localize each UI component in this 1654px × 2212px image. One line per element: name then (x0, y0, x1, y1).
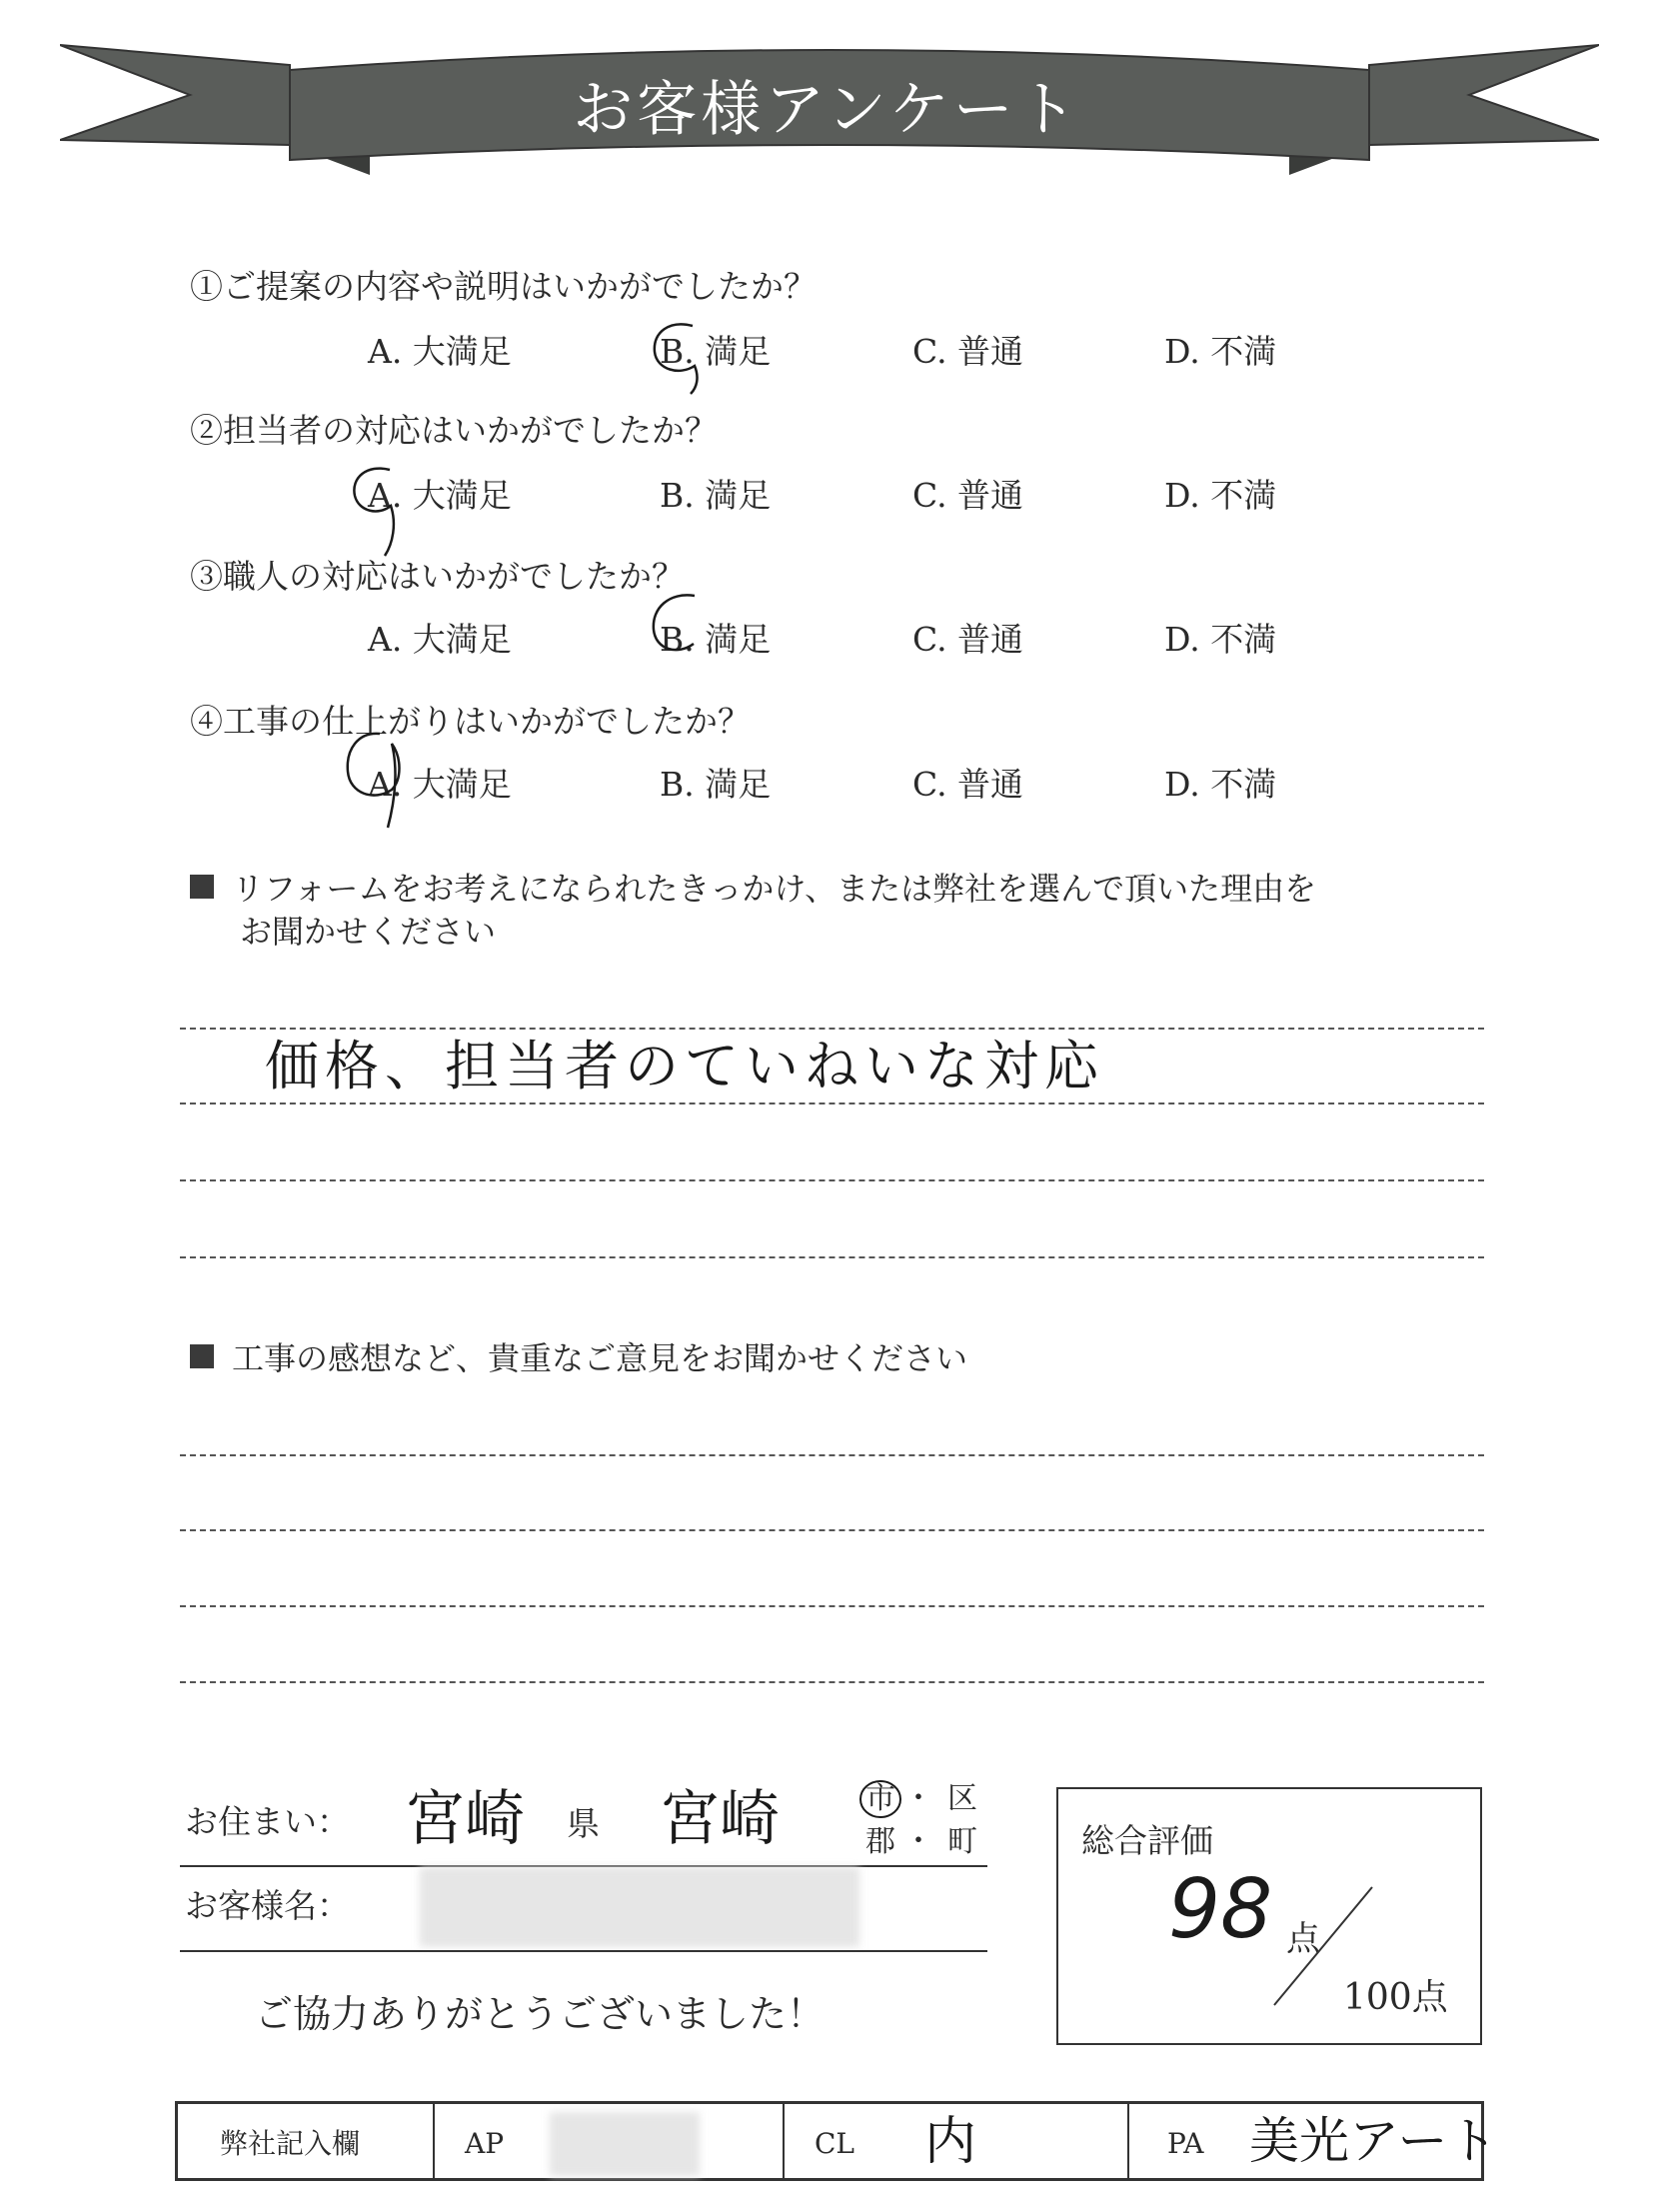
answer-line (180, 1103, 1484, 1105)
thanks-message: ご協力ありがとうございました！ (255, 1992, 826, 2036)
cl-label: CL (815, 2127, 855, 2160)
q3-option-d[interactable]: D. 不満 (1164, 620, 1277, 659)
q2-option-d[interactable]: D. 不満 (1164, 476, 1277, 515)
q3-option-a[interactable]: A. 大満足 (368, 620, 512, 659)
address-label: お住まい： (185, 1802, 350, 1841)
unit-gun[interactable]: 郡 (865, 1824, 895, 1859)
pa-label: PA (1167, 2127, 1204, 2160)
question-4: ④工事の仕上がりはいかがでしたか？ (190, 702, 751, 741)
unit-shi-circle (857, 1777, 903, 1821)
q2-option-a[interactable]: A. 大満足 (368, 476, 512, 515)
cl-cell[interactable] (785, 2104, 1129, 2178)
q3-option-c[interactable]: C. 普通 (912, 620, 1024, 659)
answer-line (180, 1028, 1484, 1030)
prefecture-value[interactable]: 宮崎 (405, 1784, 525, 1854)
q1-option-c[interactable]: C. 普通 (912, 332, 1024, 371)
answer-line (180, 1256, 1484, 1258)
q3-option-b[interactable]: B. 満足 (660, 620, 772, 659)
q4-option-d[interactable]: D. 不満 (1164, 765, 1277, 804)
feedback-line (180, 1529, 1484, 1531)
q1-option-d[interactable]: D. 不満 (1164, 332, 1277, 371)
unit-ku[interactable]: 区 (947, 1781, 977, 1816)
feedback-line (180, 1454, 1484, 1456)
prefecture-suffix: 県 (567, 1804, 600, 1843)
page-title: お客様アンケート (573, 75, 1081, 145)
unit-cho[interactable]: 町 (947, 1824, 977, 1859)
feedback-line (180, 1681, 1484, 1683)
q2-option-b[interactable]: B. 満足 (660, 476, 772, 515)
address-dot: ・ (903, 1781, 933, 1816)
score-unit: 点 (1286, 1919, 1320, 1959)
address-dot: ・ (903, 1824, 933, 1859)
pa-value[interactable]: 美光アート (1249, 2112, 1498, 2170)
section-feedback-title: 工事の感想など、貴重なご意見をお聞かせください (190, 1337, 967, 1380)
feedback-line (180, 1605, 1484, 1607)
overall-rating-label: 総合評価 (1081, 1821, 1213, 1860)
customer-name-redacted[interactable] (420, 1867, 859, 1947)
q4-option-a[interactable]: A. 大満足 (368, 765, 512, 804)
answer-line (180, 1179, 1484, 1181)
reason-answer[interactable]: 価格、担当者のていねいな対応 (265, 1035, 1104, 1098)
question-1: ①ご提案の内容や説明はいかがでしたか？ (190, 267, 817, 306)
section-reason-title: リフォームをお考えになられたきっかけ、または弊社を選んで頂いた理由を お聞かせください (190, 868, 1316, 954)
office-use-table (175, 2101, 1498, 2181)
bullet-square-icon (190, 1344, 214, 1368)
score-max: 100点 (1343, 1977, 1448, 2018)
q2-option-c[interactable]: C. 普通 (912, 476, 1024, 515)
ap-label: AP (465, 2127, 505, 2160)
ap-cell[interactable] (435, 2104, 785, 2178)
overall-rating-box (1056, 1787, 1482, 2045)
q4-option-b[interactable]: B. 満足 (660, 765, 772, 804)
question-2: ②担当者の対応はいかがでしたか？ (190, 411, 718, 450)
q1-option-b[interactable]: B. 満足 (660, 332, 772, 371)
pa-cell[interactable] (1129, 2104, 1498, 2178)
q1-option-a[interactable]: A. 大満足 (368, 332, 512, 371)
city-value[interactable]: 宮崎 (660, 1784, 780, 1854)
ap-value-redacted (550, 2112, 700, 2176)
question-3: ③職人の対応はいかがでしたか？ (190, 557, 685, 596)
customer-name-label: お客様名： (185, 1886, 350, 1925)
score-value[interactable]: 98 (1168, 1862, 1273, 1957)
unit-shi[interactable]: 市 (865, 1781, 895, 1816)
name-underline (180, 1950, 987, 1952)
office-label-cell (178, 2104, 435, 2178)
cl-value[interactable]: 内 (924, 2112, 977, 2172)
office-use-label: 弊社記入欄 (220, 2127, 361, 2160)
bullet-square-icon (190, 875, 214, 899)
q4-option-c[interactable]: C. 普通 (912, 765, 1024, 804)
